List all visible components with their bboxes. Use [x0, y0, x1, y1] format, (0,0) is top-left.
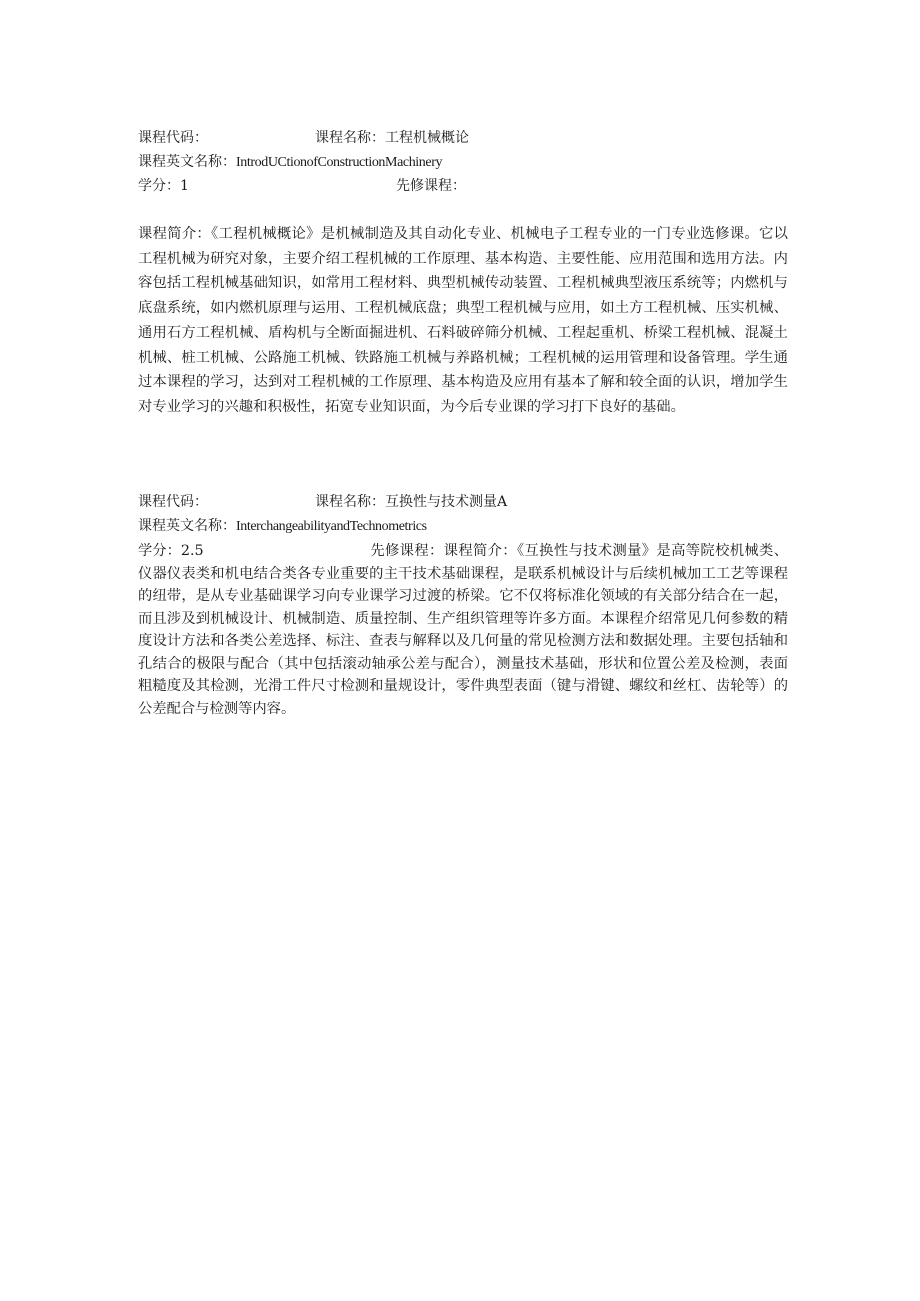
course-english-name: IntrodUCtionofConstructionMachinery — [236, 155, 443, 170]
intro-text: 《互换性与技术测量》是高等院校机械类、仪器仪表类和机电结合类各专业重要的主干技术基础课程，是联系机械设计与后续机械加工工艺等课程的纽带，是从专业基础课学习向专业课学习过渡的桥梁。它不仅将标准化领域的有关部分结合在一起，而且涉及到机械设计、机械制造、质量控制、生产组织管理等许多方面。本课程介绍常见几何参数的精度设计方法和各类公差选择、标注、查表与解释以及几何量的常见检测方法和数据处理。主要包括轴和孔结合的极限与配合（其中包括滚动轴承公差与配合），测量技术基础，形状和位置公差及检测，表面粗糙度及其检测，光滑工件尺寸检测和量规设计，零件典型表面（键与滑键、螺纹和丝杠、齿轮等）的公差配合与检测等内容。 — [138, 543, 789, 717]
course-code-line — [138, 128, 788, 152]
course-name-label: 课程名称： — [315, 494, 385, 510]
course-code-line — [138, 492, 788, 516]
credit-label: 学分： — [138, 543, 181, 559]
course-english-line — [138, 152, 788, 176]
intro-text: 《工程机械概论》是机械制造及其自动化专业、机械电子工程专业的一门专业选修课。它以工程机械为研究对象，主要介绍工程机械的工作原理、基本构造、主要性能、应用范围和选用方法。内容包括工程机械基础知识，如常用工程材料、典型机械传动装置、工程机械典型液压系统等；内燃机与底盘系统，如内燃机原理与运用、工程机械底盘；典型工程机械与应用，如土方工程机械、压实机械、通用石方工程机械、盾构机与全断面掘进机、石料破碎筛分机械、工程起重机、桥梁工程机械、混凝土机械、桩工机械、公路施工机械、铁路施工机械与养路机械；工程机械的运用管理和设备管理。学生通过本课程的学习，达到对工程机械的工作原理、基本构造及应用有基本了解和较全面的认识，增加学生对专业学习的兴趣和积极性，拓宽专业知识面，为今后专业课的学习打下良好的基础。 — [138, 226, 788, 415]
course-block-2 — [138, 492, 788, 720]
course-name-field — [315, 128, 469, 148]
intro-label: 课程简介： — [443, 543, 517, 559]
course-name-field — [315, 492, 507, 512]
course-name-label: 课程名称： — [315, 130, 385, 146]
credit-value: 2.5 — [180, 543, 204, 559]
credit-label: 学分： — [138, 178, 180, 194]
intro-label: 课程简介： — [138, 226, 212, 242]
credit-field — [138, 540, 370, 563]
credit-line — [138, 176, 788, 200]
course-english-line — [138, 516, 788, 540]
credit-value: 1 — [180, 178, 189, 194]
prereq-label: 先修课程： — [370, 543, 444, 559]
course-intro — [138, 222, 788, 420]
course-code-label: 课程代码： — [138, 494, 208, 510]
course-name: 工程机械概论 — [385, 130, 469, 146]
course-code-label: 课程代码： — [138, 130, 208, 146]
prereq-label: 先修课程： — [396, 178, 466, 194]
course-english-label: 课程英文名称： — [138, 518, 236, 534]
course-name: 互换性与技术测量A — [385, 494, 508, 510]
course-english-name: InterchangeabilityandTechnometrics — [236, 519, 427, 534]
course-intro — [138, 540, 788, 720]
course-block-1 — [138, 128, 788, 420]
course-english-label: 课程英文名称： — [138, 154, 236, 170]
